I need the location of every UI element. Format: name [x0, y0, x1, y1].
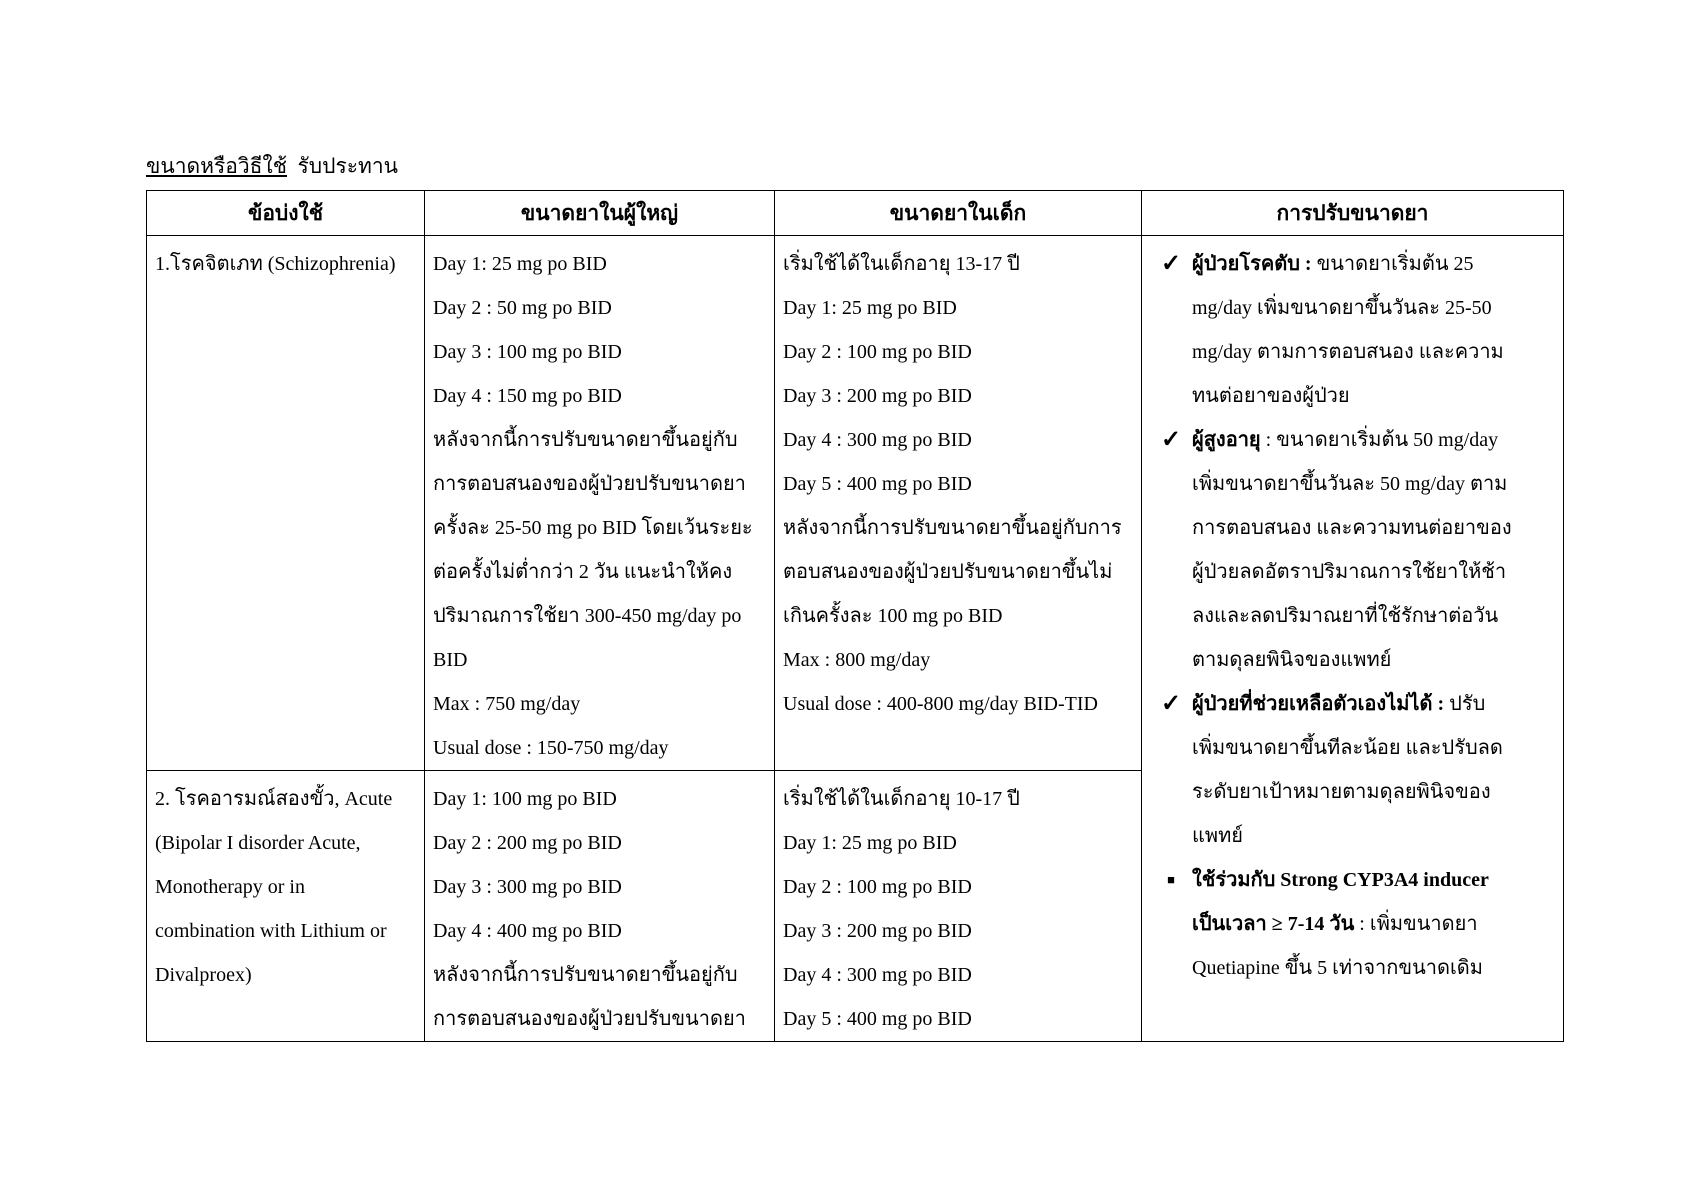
adjustment-line [1192, 594, 1559, 638]
table-row [147, 236, 1564, 771]
dosage-table [146, 190, 1564, 1042]
text-line: combination with Lithium or [155, 920, 387, 942]
adjustment-bold-text: ผู้ป่วยโรคตับ : [1192, 253, 1312, 275]
text-line: Day 1: 100 mg po BID [433, 788, 617, 810]
text-line: ครั้งละ 25-50 mg po BID โดยเว้นระยะ [433, 517, 753, 539]
adjustment-item [1142, 418, 1559, 682]
text-line: การตอบสนองของผู้ป่วยปรับขนาดยา [433, 1008, 746, 1030]
text-line: Day 2 : 50 mg po BID [433, 297, 612, 319]
text-line: หลังจากนี้การปรับขนาดยาขึ้นอยู่กับการ [783, 517, 1122, 539]
adjustment-line [1192, 462, 1559, 506]
adjustment-line [1192, 902, 1559, 946]
adjustment-line [1192, 550, 1559, 594]
adjustment-text: การตอบสนอง และความทนต่อยาของ [1192, 517, 1512, 539]
text-line: Day 3 : 300 mg po BID [433, 876, 622, 898]
text-line: Monotherapy or in [155, 876, 305, 898]
adjustment-text: : เพิ่มขนาดยา [1354, 913, 1478, 935]
adjustment-bold-text: ใช้ร่วมกับ Strong CYP3A4 inducer [1192, 869, 1489, 891]
adjustment-text: ขนาดยาเริ่มต้น 25 [1311, 253, 1474, 275]
child-dose-cell [775, 236, 1142, 771]
adjustment-line [1192, 638, 1559, 682]
child-dose-lines [783, 771, 1133, 1041]
child-dose-lines [783, 236, 1133, 726]
header-indication: ข้อบ่งใช้ [147, 191, 425, 236]
checkmark-icon: ✓ [1160, 251, 1182, 277]
adjustment-text: mg/day ตามการตอบสนอง และความ [1192, 341, 1504, 363]
text-line: Day 4 : 150 mg po BID [433, 385, 622, 407]
square-bullet-icon: ■ [1167, 872, 1175, 887]
text-line: Day 1: 25 mg po BID [783, 297, 957, 319]
dose-adjustment-cell [1142, 236, 1564, 1042]
adjustment-line [1192, 506, 1559, 550]
indication-cell [147, 236, 425, 771]
text-line: Day 5 : 400 mg po BID [783, 473, 972, 495]
checkmark-icon: ✓ [1160, 691, 1182, 717]
text-line: 1.โรคจิตเภท (Schizophrenia) [155, 253, 396, 275]
header-adult-dose: ขนาดยาในผู้ใหญ่ [425, 191, 775, 236]
adjustment-line [1192, 858, 1559, 902]
adjustment-text: เพิ่มขนาดยาขึ้นวันละ 50 mg/day ตาม [1192, 473, 1508, 495]
indication-cell [147, 771, 425, 1042]
text-line: ต่อครั้งไม่ต่ำกว่า 2 วัน แนะนำให้คง [433, 561, 733, 583]
adjustment-line [1192, 286, 1559, 330]
adjustment-line [1192, 330, 1559, 374]
adjustment-line [1192, 242, 1559, 286]
heading-underlined: ขนาดหรือวิธีใช้ [146, 154, 287, 178]
text-line: Day 3 : 200 mg po BID [783, 385, 972, 407]
text-line: หลังจากนี้การปรับขนาดยาขึ้นอยู่กับ [433, 429, 738, 451]
indication-lines [155, 771, 416, 997]
adjustment-bold-text: เป็นเวลา ≥ 7-14 วัน [1192, 913, 1355, 935]
child-dose-cell [775, 771, 1142, 1042]
checkmark-icon: ✓ [1160, 427, 1182, 453]
text-line: Max : 750 mg/day [433, 693, 581, 715]
adult-dose-cell [425, 771, 775, 1042]
text-line: Day 3 : 100 mg po BID [433, 341, 622, 363]
text-line: เริ่มใช้ได้ในเด็กอายุ 10-17 ปี [783, 788, 1020, 810]
text-line: Day 4 : 300 mg po BID [783, 964, 972, 986]
header-child-dose: ขนาดยาในเด็ก [775, 191, 1142, 236]
adjustment-line [1192, 726, 1559, 770]
adjustment-text: ผู้ป่วยลดอัตราปริมาณการใช้ยาให้ช้า [1192, 561, 1507, 583]
adjustment-text: ปรับ [1444, 693, 1486, 715]
adjustment-item [1142, 242, 1559, 418]
text-line: Day 5 : 400 mg po BID [783, 1008, 972, 1030]
adjustment-bold-text: ผู้ป่วยที่ช่วยเหลือตัวเองไม่ได้ : [1192, 693, 1445, 715]
adjustment-text: ระดับยาเป้าหมายตามดุลยพินิจของ [1192, 781, 1491, 803]
text-line: 2. โรคอารมณ์สองขั้ว, Acute [155, 788, 393, 810]
adjustment-text: ลงและลดปริมาณยาที่ใช้รักษาต่อวัน [1192, 605, 1499, 627]
indication-lines [155, 236, 416, 286]
section-heading [146, 153, 398, 179]
text-line: Day 2 : 100 mg po BID [783, 341, 972, 363]
adjustment-line [1192, 374, 1559, 418]
adjustment-item [1142, 682, 1559, 858]
heading-rest: รับประทาน [297, 154, 398, 178]
text-line: เกินครั้งละ 100 mg po BID [783, 605, 1003, 627]
header-dose-adjustment: การปรับขนาดยา [1142, 191, 1564, 236]
adult-dose-lines [433, 236, 766, 770]
text-line: BID [433, 649, 468, 671]
text-line: (Bipolar I disorder Acute, [155, 832, 361, 854]
text-line: Day 1: 25 mg po BID [783, 832, 957, 854]
text-line: ปริมาณการใช้ยา 300-450 mg/day po [433, 605, 742, 627]
adjustment-text: ตามดุลยพินิจของแพทย์ [1192, 649, 1392, 671]
text-line: Day 2 : 100 mg po BID [783, 876, 972, 898]
text-line: Usual dose : 400-800 mg/day BID-TID [783, 693, 1098, 715]
text-line: เริ่มใช้ได้ในเด็กอายุ 13-17 ปี [783, 253, 1020, 275]
adjustment-text: mg/day เพิ่มขนาดยาขึ้นวันละ 25-50 [1192, 297, 1492, 319]
text-line: Day 4 : 300 mg po BID [783, 429, 972, 451]
adjustment-text: : ขนาดยาเริ่มต้น 50 mg/day [1260, 429, 1499, 451]
adjustment-text: Quetiapine ขึ้น 5 เท่าจากขนาดเดิม [1192, 957, 1483, 979]
adjustment-text: ทนต่อยาของผู้ป่วย [1192, 385, 1350, 407]
adjustment-line [1192, 770, 1559, 814]
adjustment-list [1142, 242, 1559, 990]
text-line: Usual dose : 150-750 mg/day [433, 737, 669, 759]
text-line: หลังจากนี้การปรับขนาดยาขึ้นอยู่กับ [433, 964, 738, 986]
adult-dose-cell [425, 236, 775, 771]
text-line: Day 4 : 400 mg po BID [433, 920, 622, 942]
text-line: Day 2 : 200 mg po BID [433, 832, 622, 854]
adjustment-bold-text: ผู้สูงอายุ [1192, 429, 1261, 451]
adult-dose-lines [433, 771, 766, 1041]
adjustment-line [1192, 682, 1559, 726]
adjustment-line [1192, 814, 1559, 858]
adjustment-text: เพิ่มขนาดยาขึ้นทีละน้อย และปรับลด [1192, 737, 1503, 759]
adjustment-item [1142, 858, 1559, 990]
adjustment-line [1192, 946, 1559, 990]
text-line: Day 3 : 200 mg po BID [783, 920, 972, 942]
text-line: ตอบสนองของผู้ป่วยปรับขนาดยาขึ้นไม่ [783, 561, 1113, 583]
text-line: Max : 800 mg/day [783, 649, 931, 671]
text-line: Day 1: 25 mg po BID [433, 253, 607, 275]
adjustment-text: แพทย์ [1192, 825, 1243, 847]
text-line: Divalproex) [155, 964, 252, 986]
text-line: การตอบสนองของผู้ป่วยปรับขนาดยา [433, 473, 746, 495]
adjustment-line [1192, 418, 1559, 462]
header-row [147, 191, 1564, 236]
